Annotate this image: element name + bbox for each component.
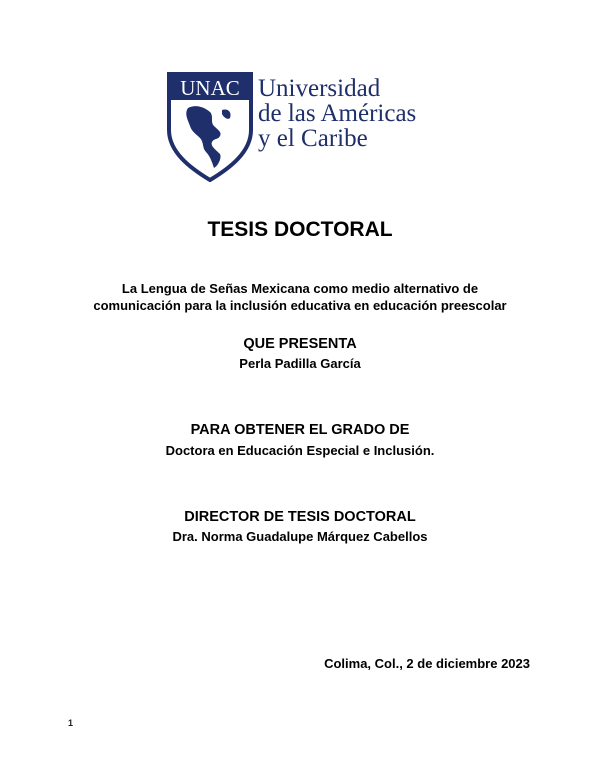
presenter-name: Perla Padilla García [239,356,361,371]
thesis-subtitle [0,280,600,314]
director-name: Dra. Norma Guadalupe Márquez Cabellos [172,529,428,544]
university-name-line-1: Universidad [258,75,381,102]
americas-shield-icon [166,72,254,182]
university-logo [166,72,446,182]
presenter-heading: QUE PRESENTA [243,336,357,352]
degree-heading: PARA OBTENER EL GRADO DE [190,422,410,438]
place-date: Colima, Col., 2 de diciembre 2023 [324,656,530,671]
university-name [258,76,416,151]
page-number: 1 [68,718,74,728]
subtitle-line-1: La Lengua de Señas Mexicana como medio alternativo de [121,281,479,296]
degree-name: Doctora en Educación Especial e Inclusión. [165,443,435,458]
subtitle-line-2: comunicación para la inclusión educativa en educación preescolar [93,298,507,313]
university-name-line-3: y el Caribe [258,125,368,152]
director-heading: DIRECTOR DE TESIS DOCTORAL [184,509,416,525]
university-name-line-2: de las Américas [258,100,417,127]
document-title: TESIS DOCTORAL [207,218,393,241]
logo-acronym: UNAC [180,76,240,100]
